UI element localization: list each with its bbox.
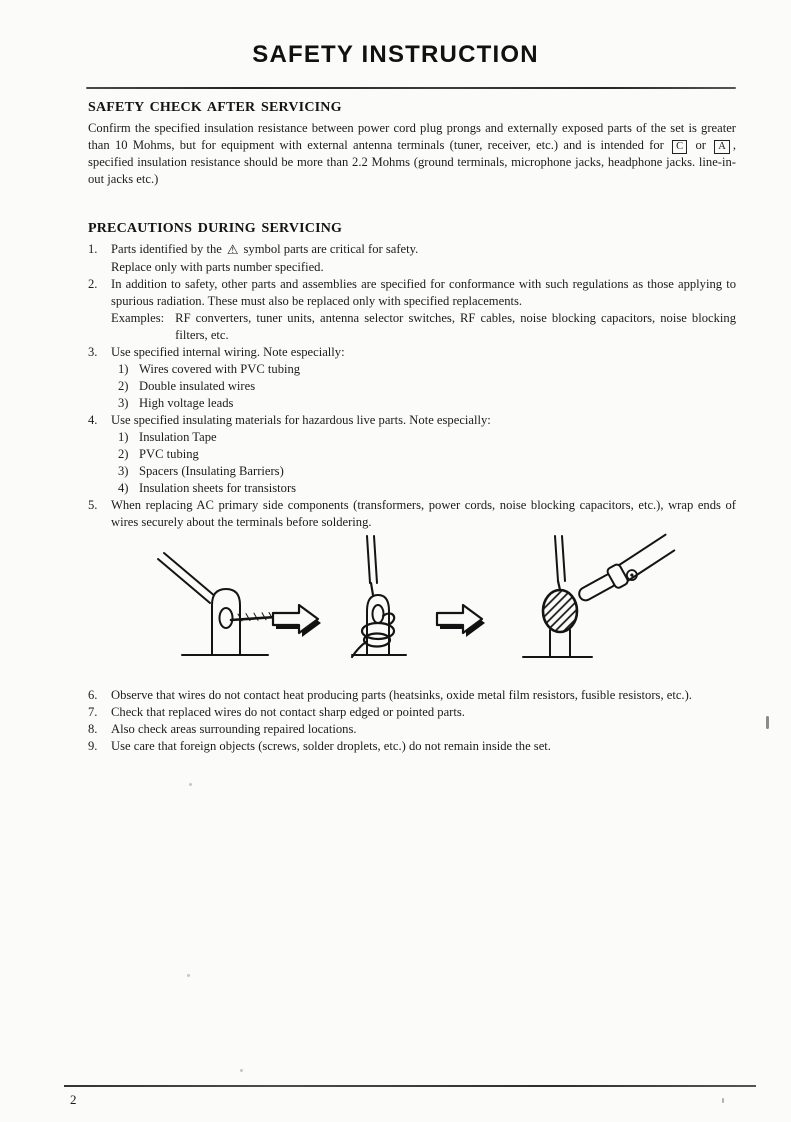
page-title: SAFETY INSTRUCTION — [252, 41, 539, 68]
list-item-8 — [88, 721, 736, 738]
sub-item — [118, 463, 736, 480]
figure-step2-wire-wrapped-terminal-icon — [352, 536, 406, 657]
warning-triangle-icon: ⚠ — [226, 243, 239, 258]
boxed-letter-c: C — [672, 140, 687, 154]
list-item-number: 9. — [88, 739, 98, 753]
boxed-letter-a: A — [714, 140, 730, 154]
list-item-number: 4. — [88, 413, 98, 427]
paragraph-text: Confirm the specified insulation resistance between power cord plug prongs and externally exposed parts of the set is greater than 10 Mohms, but for equipment with external antenna terminals (tuner, receiver, etc.) and is intended for — [88, 121, 736, 152]
step-arrow-icon — [437, 605, 485, 637]
step-arrow-icon — [273, 605, 321, 637]
list-item-6 — [88, 687, 736, 704]
scan-speck — [240, 1069, 243, 1072]
list-item-number: 8. — [88, 722, 98, 736]
sub-item — [118, 395, 736, 412]
figure-step3-soldered-terminal-icon — [523, 535, 677, 657]
sub-item — [118, 361, 736, 378]
sub-item-text: PVC tubing — [139, 447, 199, 461]
examples-label: Examples: — [111, 311, 165, 325]
sub-item — [118, 480, 736, 497]
sub-item — [118, 446, 736, 463]
sub-item — [118, 378, 736, 395]
sub-item — [118, 429, 736, 446]
list-item-number: 7. — [88, 705, 98, 719]
list-item-text: Replace only with parts number specified. — [111, 260, 324, 274]
sub-item-marker: 4) — [118, 481, 129, 495]
list-item-text: When replacing AC primary side components (transformers, power cords, noise blocking capacitors, etc.), wrap ends of wires securely about the terminals before soldering. — [111, 498, 736, 529]
list-item-number: 2. — [88, 277, 98, 291]
list-item-text: In addition to safety, other parts and assemblies are specified for conformance with such regulations as those applying to spurious radiation. These must also be replaced only with specified replacements. — [111, 277, 736, 308]
sub-item-marker: 2) — [118, 447, 129, 461]
list-item-number: 6. — [88, 688, 98, 702]
safety-check-paragraph — [88, 120, 736, 188]
list-item-text: Also check areas surrounding repaired locations. — [111, 722, 357, 736]
scan-artifact — [722, 1098, 724, 1103]
soldering-iron-icon — [574, 535, 677, 607]
sub-item-text: Insulation sheets for transistors — [139, 481, 297, 495]
paragraph-text: , specified insulation resistance should be more than 2.2 Mohms (ground terminals, microphone jacks, headphone jacks. line-in-out jacks etc.) — [88, 138, 736, 186]
list-item-text: Check that replaced wires do not contact sharp edged or pointed parts. — [111, 705, 465, 719]
bottom-rule — [64, 1085, 756, 1087]
paragraph-text: or — [695, 138, 706, 152]
list-item-text: Use specified internal wiring. Note especially: — [111, 345, 345, 359]
safety-check-heading: SAFETY CHECK AFTER SERVICING — [88, 100, 342, 115]
list-item-4 — [88, 412, 736, 497]
sub-item-text: Wires covered with PVC tubing — [139, 362, 301, 376]
list-item-number: 3. — [88, 345, 98, 359]
list-item-number: 5. — [88, 498, 98, 512]
title-rule — [86, 87, 736, 89]
list-item-1 — [88, 241, 736, 276]
list-item-text: Use specified insulating materials for hazardous live parts. Note especially: — [111, 413, 491, 427]
scan-speck — [189, 783, 192, 786]
sub-item-marker: 3) — [118, 464, 129, 478]
soldering-steps-figure — [140, 533, 680, 688]
scan-artifact — [766, 716, 769, 729]
scan-speck — [187, 974, 190, 977]
section-precautions — [88, 221, 736, 531]
precautions-heading: PRECAUTIONS DURING SERVICING — [88, 221, 343, 236]
list-item-text: Use care that foreign objects (screws, solder droplets, etc.) do not remain inside the set. — [111, 739, 551, 753]
section-items-6-9 — [88, 687, 736, 755]
sub-item-text: Spacers (Insulating Barriers) — [139, 464, 284, 478]
sub-item-text: High voltage leads — [139, 396, 234, 410]
list-item-text: Observe that wires do not contact heat producing parts (heatsinks, oxide metal film resistors, fusible resistors, etc.). — [111, 688, 692, 702]
page-number: 2 — [70, 1092, 77, 1107]
sub-item-marker: 2) — [118, 379, 129, 393]
figure-step1-wire-through-terminal-icon — [158, 553, 276, 655]
sub-item-text: Double insulated wires — [139, 379, 256, 393]
sub-item-text: Insulation Tape — [139, 430, 217, 444]
examples-text: RF converters, tuner units, antenna selector switches, RF cables, noise blocking capacitors, noise blocking filters, etc. — [175, 311, 736, 342]
list-item-2 — [88, 276, 736, 344]
examples-row — [111, 310, 736, 344]
section-safety-check — [88, 100, 736, 188]
list-item-3 — [88, 344, 736, 412]
list-item-5 — [88, 497, 736, 531]
sub-item-marker: 1) — [118, 362, 129, 376]
list-item-text-post: symbol parts are critical for safety. — [243, 242, 419, 256]
list-item-9 — [88, 738, 736, 755]
sub-item-marker: 3) — [118, 396, 129, 410]
list-item-text-pre: Parts identified by the — [111, 242, 222, 256]
list-item-text — [111, 241, 736, 259]
list-item-number: 1. — [88, 242, 98, 256]
sub-item-marker: 1) — [118, 430, 129, 444]
list-item-7 — [88, 704, 736, 721]
